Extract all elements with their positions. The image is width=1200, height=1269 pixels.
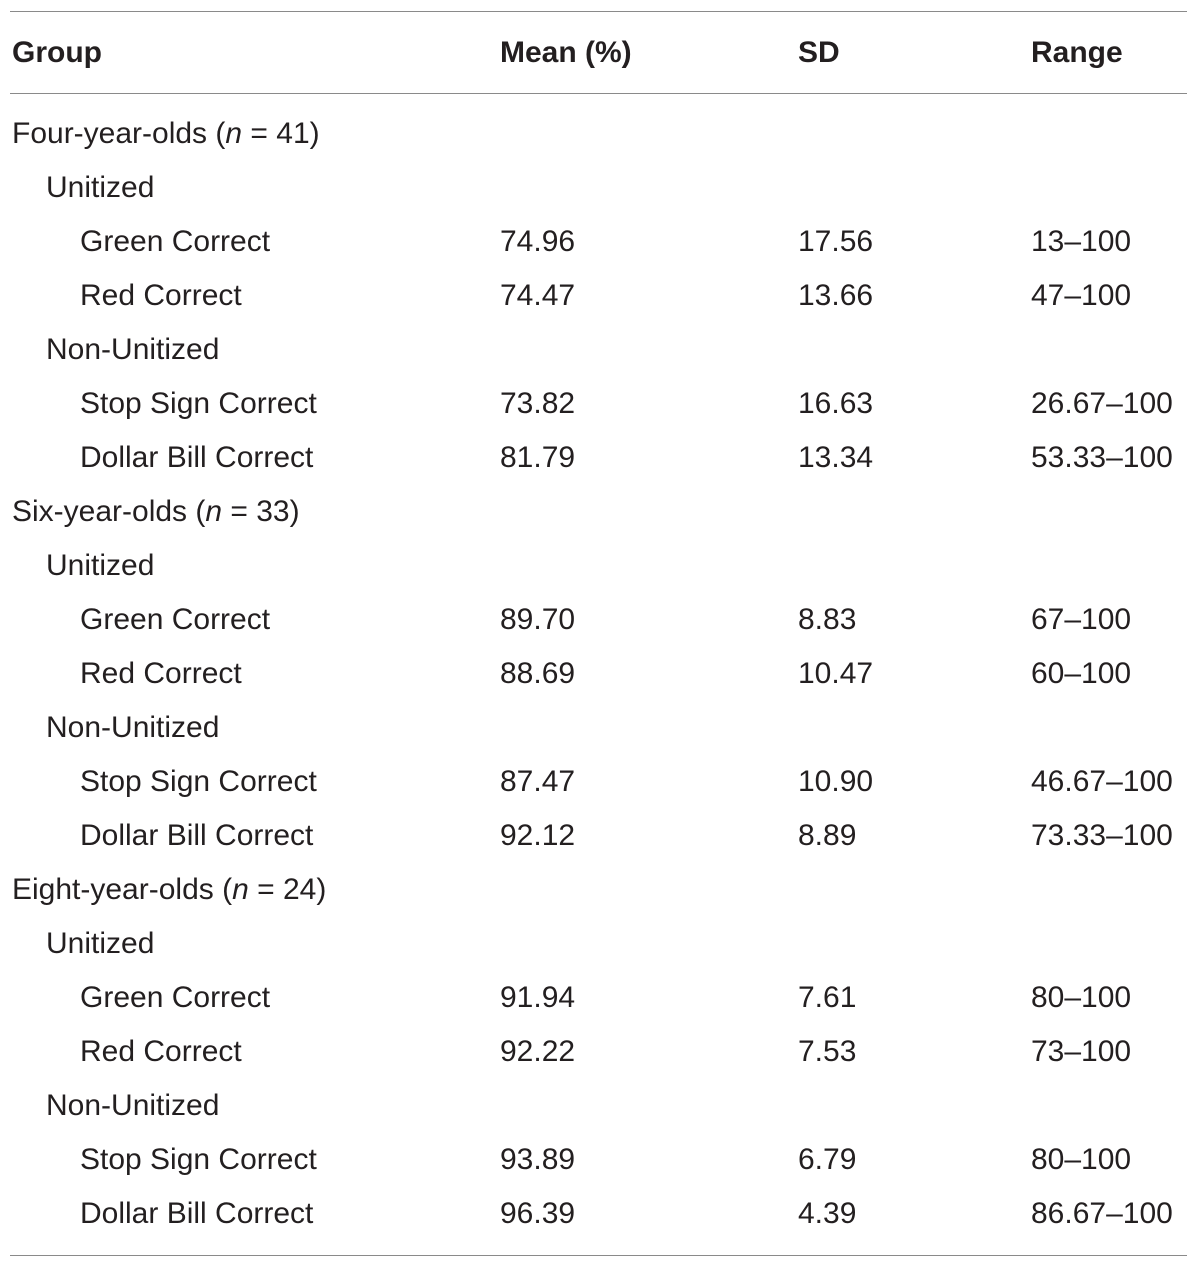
table-top-rule <box>10 11 1187 12</box>
subgroup-row <box>0 539 1200 593</box>
table-row <box>0 377 1200 431</box>
row-label: Stop Sign Correct <box>80 765 317 798</box>
row-mean: 93.89 <box>500 1143 576 1176</box>
header-range: Range <box>1031 36 1123 69</box>
row-range: 47–100 <box>1031 279 1132 312</box>
table-row <box>0 647 1200 701</box>
row-range: 46.67–100 <box>1031 765 1173 798</box>
row-range: 80–100 <box>1031 981 1132 1014</box>
subgroup-label: Non-Unitized <box>46 711 220 744</box>
row-range: 13–100 <box>1031 225 1132 258</box>
subgroup-row <box>0 1079 1200 1133</box>
row-label: Green Correct <box>80 603 271 636</box>
row-mean: 74.47 <box>500 279 576 312</box>
table-row <box>0 1187 1200 1241</box>
subgroup-label: Unitized <box>46 549 155 582</box>
group-label: Four-year-olds (n = 41) <box>12 117 320 150</box>
row-range: 86.67–100 <box>1031 1197 1173 1230</box>
row-sd: 8.83 <box>798 603 857 636</box>
table-row <box>0 431 1200 485</box>
table-row <box>0 809 1200 863</box>
table-row <box>0 1133 1200 1187</box>
row-sd: 7.53 <box>798 1035 857 1068</box>
row-range: 73–100 <box>1031 1035 1132 1068</box>
row-label: Red Correct <box>80 279 242 312</box>
row-range: 67–100 <box>1031 603 1132 636</box>
subgroup-label: Non-Unitized <box>46 333 220 366</box>
table-row <box>0 971 1200 1025</box>
subgroup-label: Unitized <box>46 171 155 204</box>
subgroup-row <box>0 323 1200 377</box>
group-row <box>0 863 1200 917</box>
row-range: 60–100 <box>1031 657 1132 690</box>
row-sd: 7.61 <box>798 981 857 1014</box>
row-label: Dollar Bill Correct <box>80 1197 314 1230</box>
row-mean: 81.79 <box>500 441 576 474</box>
row-label: Red Correct <box>80 657 242 690</box>
row-sd: 4.39 <box>798 1197 857 1230</box>
row-sd: 10.90 <box>798 765 874 798</box>
table-row <box>0 215 1200 269</box>
table-bottom-rule <box>10 1255 1187 1256</box>
row-label: Green Correct <box>80 981 271 1014</box>
table-row <box>0 755 1200 809</box>
row-mean: 73.82 <box>500 387 576 420</box>
row-label: Stop Sign Correct <box>80 1143 317 1176</box>
row-label: Green Correct <box>80 225 271 258</box>
table-row <box>0 593 1200 647</box>
group-label: Eight-year-olds (n = 24) <box>12 873 327 906</box>
table-row <box>0 1025 1200 1079</box>
row-label: Dollar Bill Correct <box>80 819 314 852</box>
table-row <box>0 269 1200 323</box>
row-range: 73.33–100 <box>1031 819 1173 852</box>
header-mean: Mean (%) <box>500 36 632 69</box>
row-range: 53.33–100 <box>1031 441 1173 474</box>
row-mean: 87.47 <box>500 765 576 798</box>
row-mean: 91.94 <box>500 981 576 1014</box>
header-group: Group <box>12 36 102 69</box>
row-sd: 10.47 <box>798 657 874 690</box>
row-mean: 88.69 <box>500 657 576 690</box>
row-mean: 74.96 <box>500 225 576 258</box>
row-label: Stop Sign Correct <box>80 387 317 420</box>
row-label: Dollar Bill Correct <box>80 441 314 474</box>
subgroup-row <box>0 917 1200 971</box>
subgroup-label: Unitized <box>46 927 155 960</box>
row-mean: 96.39 <box>500 1197 576 1230</box>
group-label: Six-year-olds (n = 33) <box>12 495 300 528</box>
row-sd: 6.79 <box>798 1143 857 1176</box>
row-mean: 89.70 <box>500 603 576 636</box>
table-header-row <box>0 26 1200 80</box>
subgroup-row <box>0 701 1200 755</box>
row-sd: 8.89 <box>798 819 857 852</box>
group-row <box>0 485 1200 539</box>
header-sd: SD <box>798 36 840 69</box>
row-sd: 16.63 <box>798 387 874 420</box>
row-mean: 92.12 <box>500 819 576 852</box>
row-label: Red Correct <box>80 1035 242 1068</box>
row-mean: 92.22 <box>500 1035 576 1068</box>
table-header-rule <box>10 93 1187 94</box>
row-range: 80–100 <box>1031 1143 1132 1176</box>
group-row <box>0 107 1200 161</box>
row-range: 26.67–100 <box>1031 387 1173 420</box>
subgroup-row <box>0 161 1200 215</box>
row-sd: 13.34 <box>798 441 874 474</box>
row-sd: 17.56 <box>798 225 874 258</box>
subgroup-label: Non-Unitized <box>46 1089 220 1122</box>
row-sd: 13.66 <box>798 279 874 312</box>
